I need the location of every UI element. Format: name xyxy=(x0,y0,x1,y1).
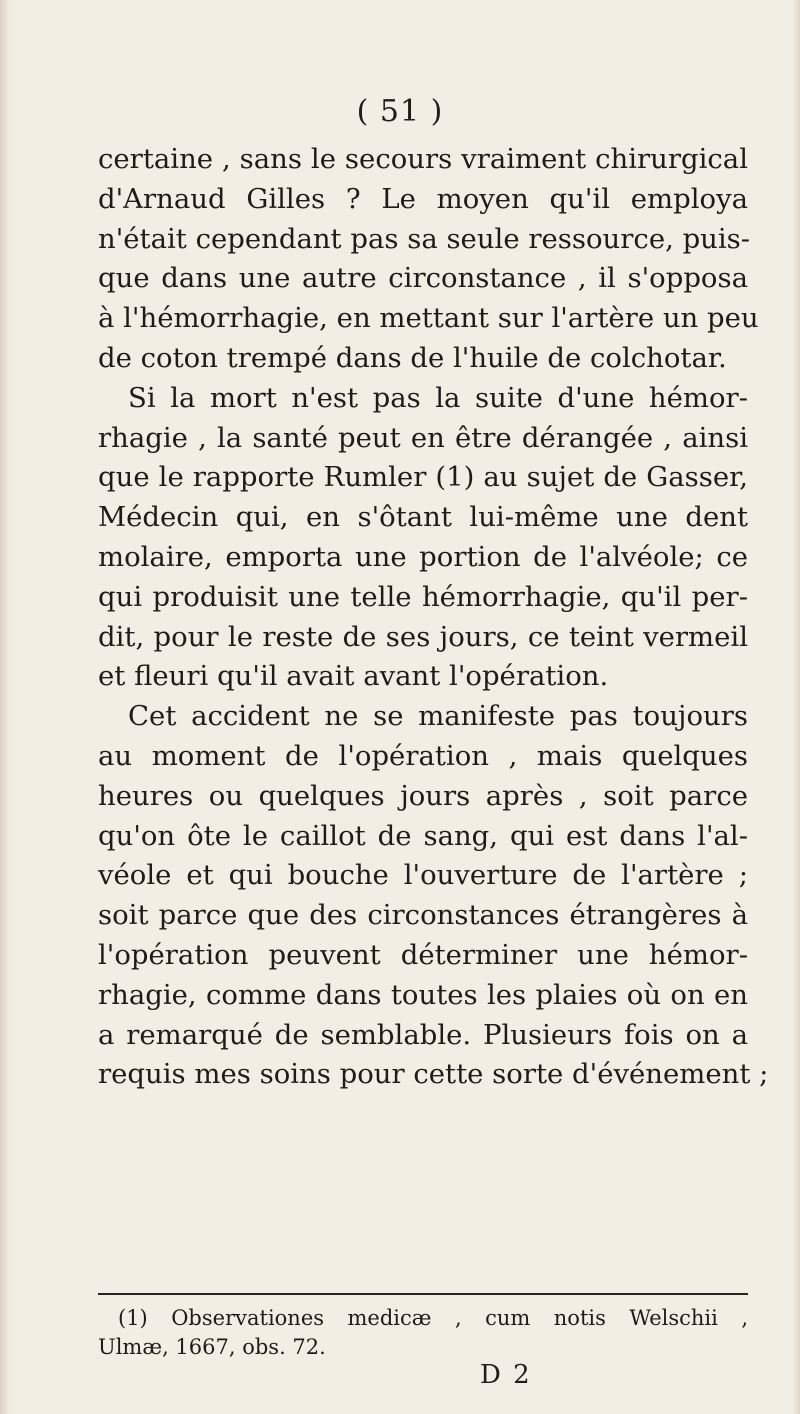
text-line: au moment de l'opération , mais quelques xyxy=(98,739,748,772)
text-line: certaine , sans le secours vraiment chirurgical xyxy=(98,143,748,175)
footnote-divider xyxy=(98,1293,748,1295)
page-number: ( 51 ) xyxy=(356,94,444,129)
text-line: qu'on ôte le caillot de sang, qui est dans l'al- xyxy=(98,819,748,852)
text-line: Cet accident ne se manifeste pas toujours xyxy=(128,700,748,733)
text-line: requis mes soins pour cette sorte d'événement ; xyxy=(98,1058,769,1091)
text-line: que dans une autre circonstance , il s'opposa xyxy=(98,262,748,295)
footnote xyxy=(98,1304,748,1362)
page-edge-shadow-right xyxy=(792,0,800,1414)
text-line: a remarqué de semblable. Plusieurs fois on a xyxy=(98,1018,748,1051)
text-line: l'opération peuvent déterminer une hémor- xyxy=(98,938,748,971)
text-line: et fleuri qu'il avait avant l'opération. xyxy=(98,660,609,693)
text-line: dit, pour le reste de ses jours, ce teint vermeil xyxy=(98,620,748,653)
text-line: qui produisit une telle hémorrhagie, qu'il per- xyxy=(98,580,748,613)
text-line: soit parce que des circonstances étrangères à xyxy=(98,899,748,932)
text-line: à l'hémorrhagie, en mettant sur l'artère un peu xyxy=(98,302,759,335)
text-line: de coton trempé dans de l'huile de colchotar. xyxy=(98,341,727,374)
text-line: d'Arnaud Gilles ? Le moyen qu'il employa xyxy=(98,182,748,215)
footnote-line: Ulmæ, 1667, obs. 72. xyxy=(98,1335,326,1359)
text-line: n'était cependant pas sa seule ressource, puis- xyxy=(98,222,751,255)
text-line: véole et qui bouche l'ouverture de l'artère ; xyxy=(98,859,748,892)
text-line: Si la mort n'est pas la suite d'une hémor- xyxy=(128,381,748,414)
text-line: rhagie , la santé peut en être dérangée , ainsi xyxy=(98,421,748,454)
body-text xyxy=(98,140,769,1095)
footnote-line: (1) Observationes medicæ , cum notis Welschii , xyxy=(118,1306,748,1330)
text-line: molaire, emporta une portion de l'alvéole; ce xyxy=(98,540,748,573)
text-line: rhagie, comme dans toutes les plaies où on en xyxy=(98,978,748,1011)
text-line: Médecin qui, en s'ôtant lui-même une dent xyxy=(98,501,748,534)
signature-mark: D 2 xyxy=(480,1360,532,1390)
text-line: que le rapporte Rumler (1) au sujet de Gasser, xyxy=(98,461,748,494)
text-line: heures ou quelques jours après , soit parce xyxy=(98,779,748,812)
page-edge-shadow-left xyxy=(0,0,14,1414)
